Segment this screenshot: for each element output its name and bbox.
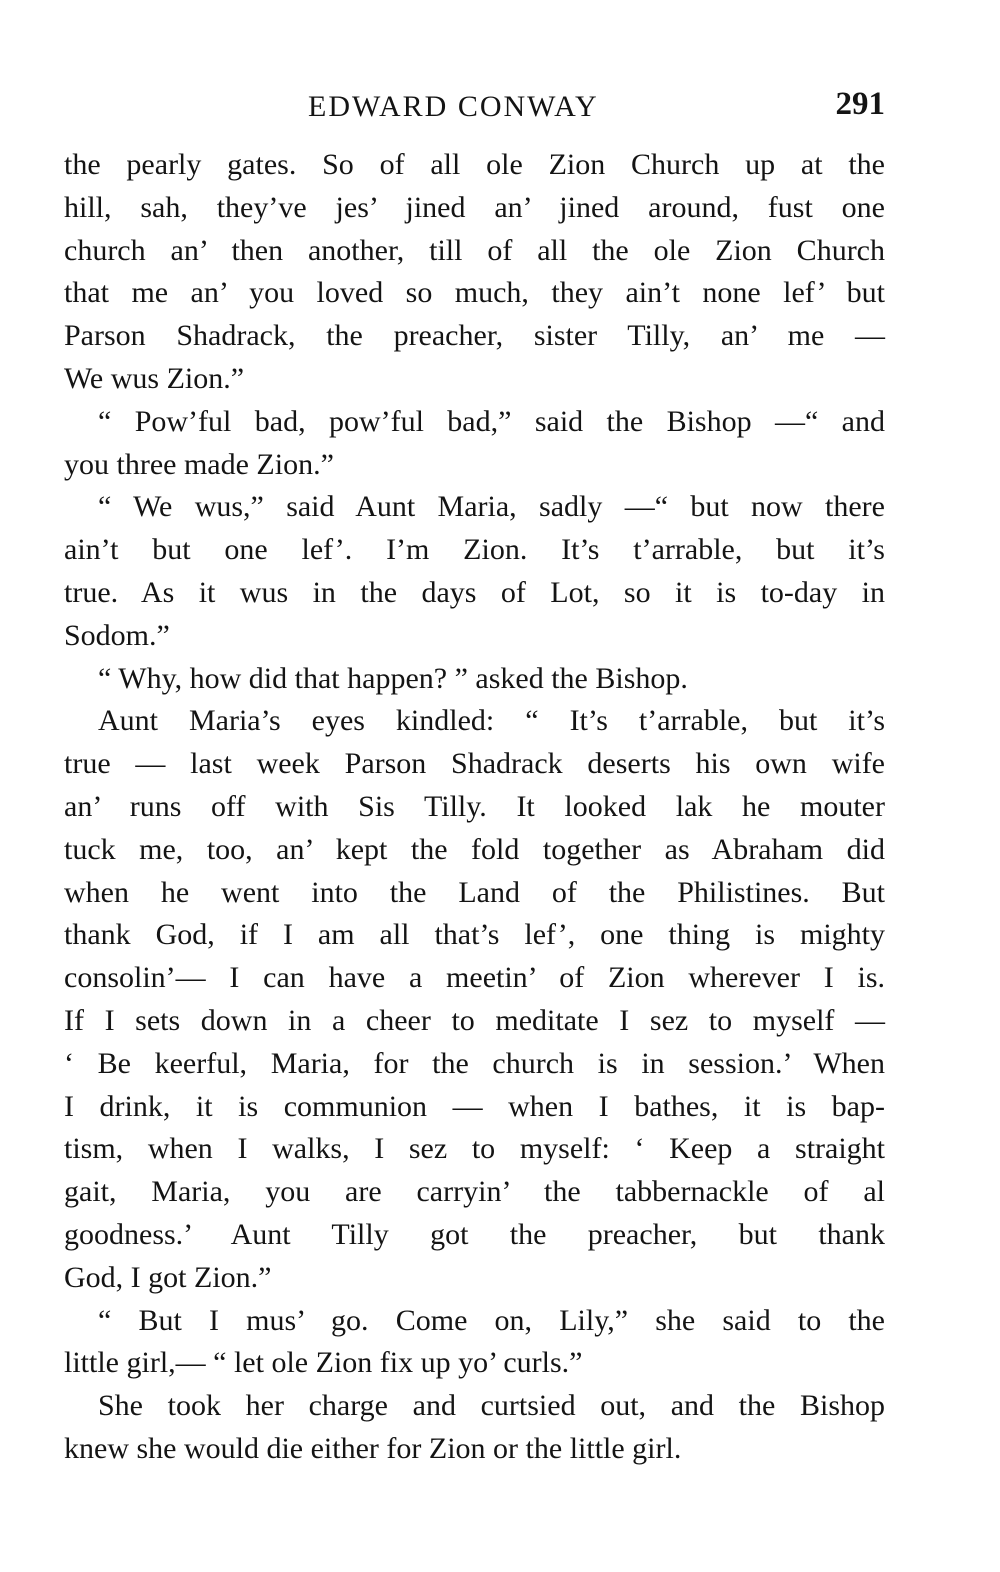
text-line: when he went into the Land of the Philistines. But [64,875,885,909]
text-line: church an’ then another, till of all the ole Zion Church [64,233,885,267]
text-line: that me an’ you loved so much, they ain’t none lef’ but [64,276,885,310]
text-line: you three made Zion.” [64,447,334,481]
text-line: Sodom.” [64,618,170,652]
text-line: We wus Zion.” [64,361,245,395]
text-line: Aunt Maria’s eyes kindled: “ It’s t’arrable, but it’s [98,704,885,738]
text-line: goodness.’ Aunt Tilly got the preacher, but thank [64,1217,885,1251]
text-line: hill, sah, they’ve jes’ jined an’ jined around, fust one [64,190,885,224]
text-line: ain’t but one lef’. I’m Zion. It’s t’arrable, but it’s [64,533,885,567]
text-line: “ But I mus’ go. Come on, Lily,” she said to the [98,1303,885,1337]
text-line: an’ runs off with Sis Tilly. It looked lak he mouter [64,789,885,823]
text-line: “ We wus,” said Aunt Maria, sadly —“ but now there [98,490,885,524]
text-line: true — last week Parson Shadrack deserts his own wife [64,747,885,781]
text-line: tism, when I walks, I sez to myself: ‘ Keep a straight [64,1132,885,1166]
text-line: consolin’— I can have a meetin’ of Zion wherever I is. [64,961,885,995]
text-line: “ Why, how did that happen? ” asked the Bishop. [98,661,688,695]
running-header [64,84,885,144]
text-line: true. As it wus in the days of Lot, so it is to-day in [64,575,885,609]
text-line: gait, Maria, you are carryin’ the tabbernackle of al [64,1175,885,1209]
text-line: “ Pow’ful bad, pow’ful bad,” said the Bishop —“ and [98,404,885,438]
text-line: ‘ Be keerful, Maria, for the church is in session.’ When [64,1046,885,1080]
text-line: the pearly gates. So of all ole Zion Church up at the [64,148,885,181]
running-title: EDWARD CONWAY [308,90,599,123]
text-line: knew she would die either for Zion or the little girl. [64,1431,682,1465]
text-line: Parson Shadrack, the preacher, sister Tilly, an’ me — [64,319,885,353]
page-body-text [64,144,885,1471]
text-line: little girl,— “ let ole Zion fix up yo’ curls.” [64,1346,583,1380]
text-line: God, I got Zion.” [64,1260,272,1294]
text-line: She took her charge and curtsied out, and the Bishop [98,1389,885,1423]
page-number: 291 [835,86,885,122]
text-line: tuck me, too, an’ kept the fold together as Abraham did [64,832,885,866]
text-line: I drink, it is communion — when I bathes, it is bap- [64,1089,885,1123]
text-line: If I sets down in a cheer to meditate I sez to myself — [64,1003,885,1037]
text-line: thank God, if I am all that’s lef’, one thing is mighty [64,918,885,952]
